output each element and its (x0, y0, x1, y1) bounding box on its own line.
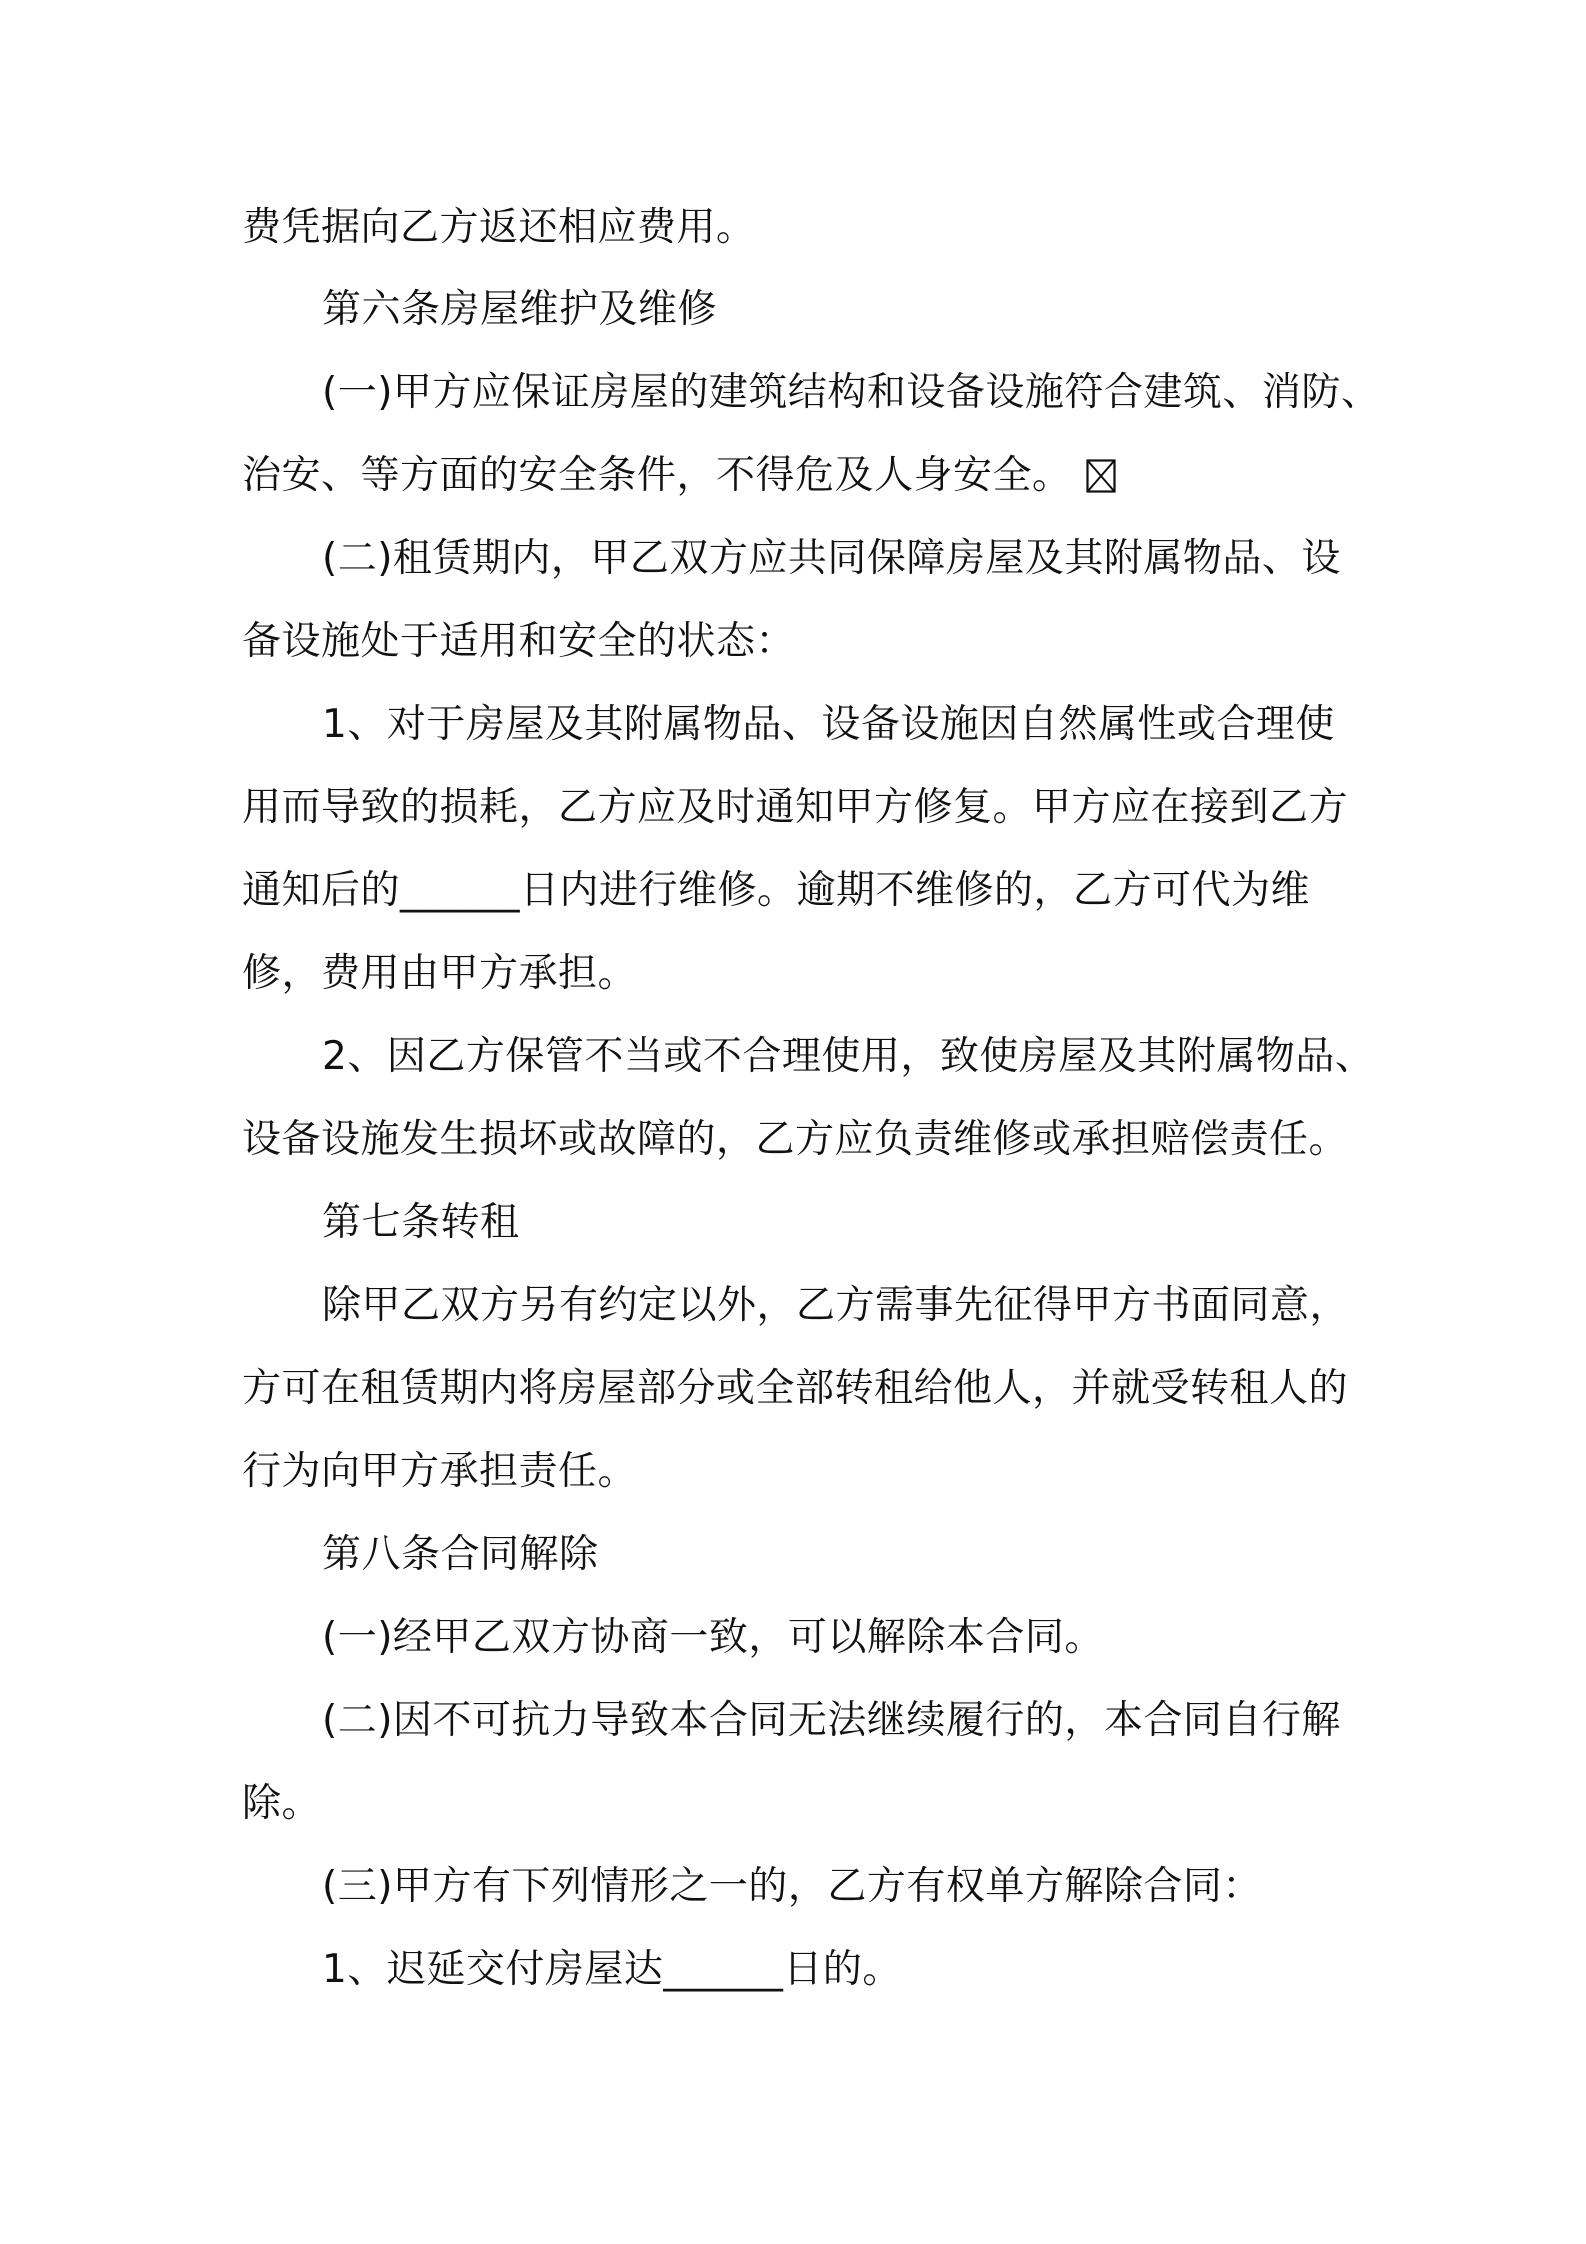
boxed-x-symbol-icon (1086, 459, 1116, 493)
text-line: 用而导致的损耗，乙方应及时通知甲方修复。甲方应在接到乙方 (242, 785, 1349, 830)
section-heading: 第六条房屋维护及维修 (322, 287, 718, 332)
text-line: 方可在租赁期内将房屋部分或全部转租给他人，并就受转租人的 (242, 1366, 1349, 1411)
section-heading: 第八条合同解除 (322, 1532, 599, 1577)
text-line: 费凭据向乙方返还相应费用。 (242, 205, 756, 250)
text-line: 1、迟延交付房屋达______日的。 (322, 1947, 902, 1992)
text-line: (一)甲方应保证房屋的建筑结构和设备设施符合建筑、消防、 (322, 370, 1381, 415)
section-heading: 第七条转租 (322, 1200, 520, 1245)
text-line: (二)租赁期内，甲乙双方应共同保障房屋及其附属物品、设 (322, 536, 1341, 581)
text-line: (一)经甲乙双方协商一致，可以解除本合同。 (322, 1615, 1104, 1660)
text-line: 修，费用由甲方承担。 (242, 951, 638, 996)
text-line: 2、因乙方保管不当或不合理使用，致使房屋及其附属物品、 (322, 1034, 1375, 1079)
text-line (242, 451, 1116, 501)
text-line: 备设施处于适用和安全的状态： (242, 619, 796, 664)
text-line: (二)因不可抗力导致本合同无法继续履行的，本合同自行解 (322, 1698, 1341, 1743)
text-line: 行为向甲方承担责任。 (242, 1449, 638, 1494)
text-line: (三)甲方有下列情形之一的，乙方有权单方解除合同： (322, 1864, 1262, 1909)
text-line-content: 治安、等方面的安全条件，不得危及人身安全。 (242, 453, 1072, 498)
text-line: 除。 (242, 1781, 322, 1826)
text-line: 除甲乙双方另有约定以外，乙方需事先征得甲方书面同意， (322, 1283, 1350, 1328)
text-line: 通知后的______日内进行维修。逾期不维修的，乙方可代为维 (242, 868, 1311, 913)
text-line: 设备设施发生损坏或故障的，乙方应负责维修或承担赔偿责任。 (242, 1117, 1349, 1162)
text-line: 1、对于房屋及其附属物品、设备设施因自然属性或合理使 (322, 702, 1335, 747)
